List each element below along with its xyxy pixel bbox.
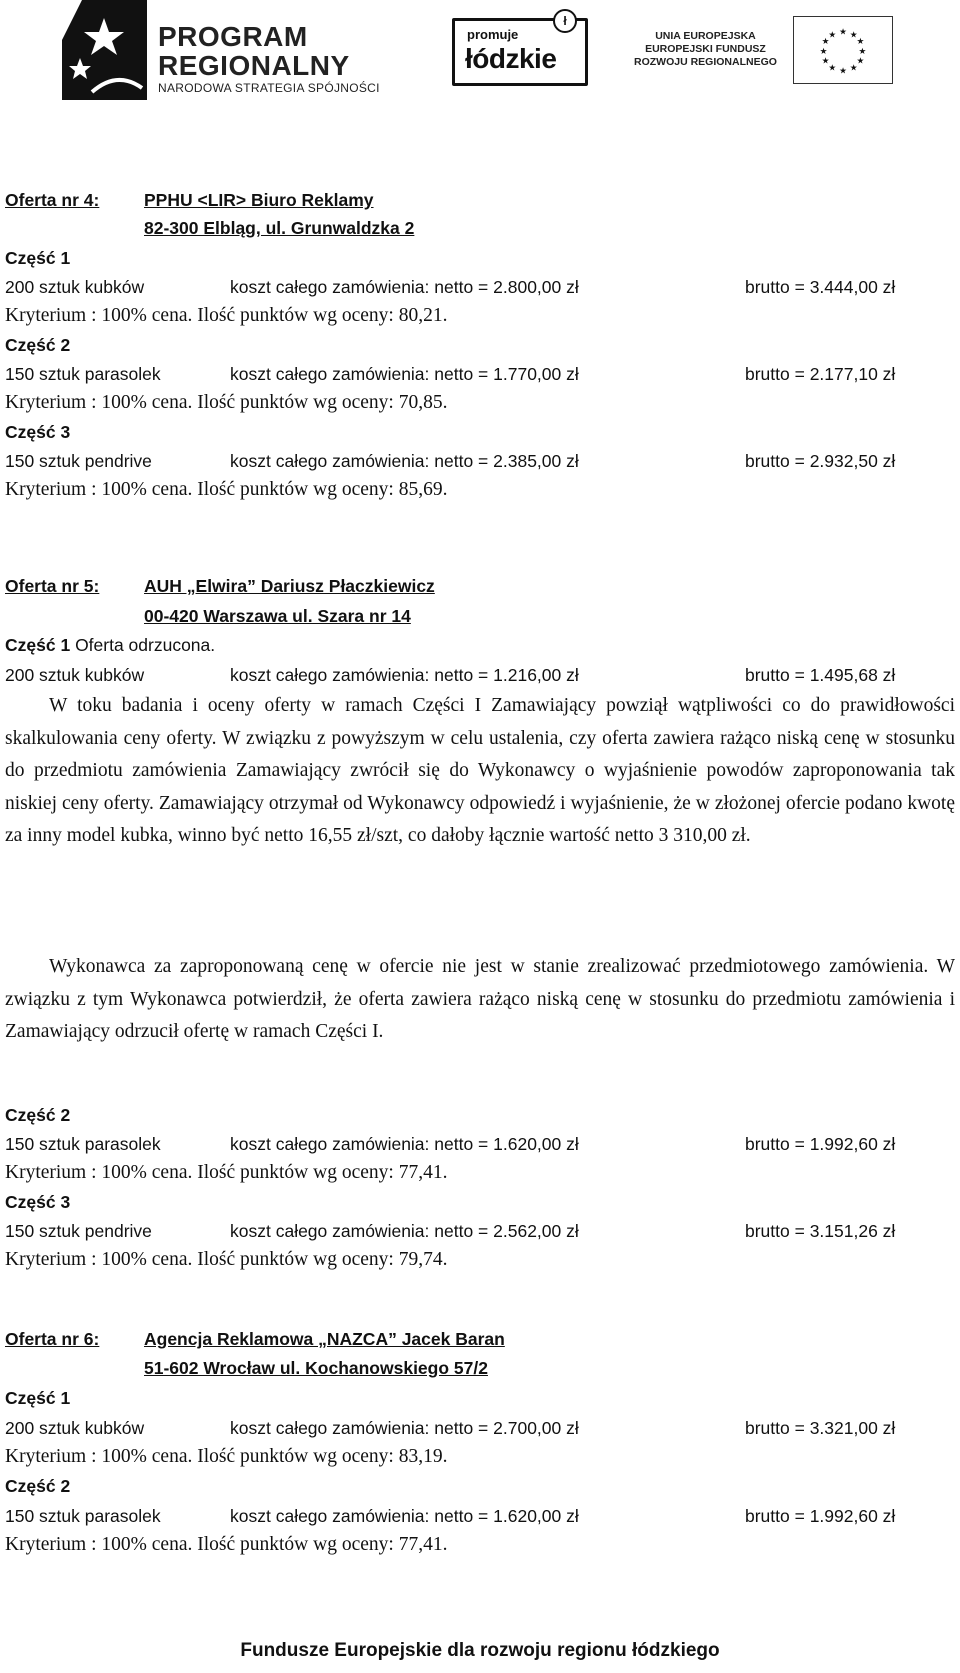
eu-flag-icon bbox=[793, 16, 893, 84]
oferta4-czesc2-title: Część 2 bbox=[5, 335, 71, 355]
oferta4-czesc1-line: 200 sztuk kubków koszt całego zamówienia: netto = 2.800,00 zł brutto = 3.444,00 zł bbox=[5, 277, 896, 297]
oferta6-czesc2-kryterium: Kryterium : 100% cena. Ilość punktów wg oceny: 77,41. bbox=[5, 1534, 448, 1555]
program-regionalny-text: PROGRAM REGIONALNY NARODOWA STRATEGIA SPÓJNOŚCI bbox=[158, 21, 380, 95]
svg-text:★: ★ bbox=[821, 56, 830, 67]
page-footer: Fundusze Europejskie dla rozwoju regionu łódzkiego bbox=[240, 1640, 720, 1661]
oferta4-czesc3-line: 150 sztuk pendrive koszt całego zamówienia: netto = 2.385,00 zł brutto = 2.932,50 zł bbox=[5, 451, 896, 471]
oferta5-czesc2-title: Część 2 bbox=[5, 1105, 71, 1125]
oferta5-paragraph2: Wykonawca za zaproponowaną cenę w ofercie nie jest w stanie zrealizować przedmiotowego zamówienia. W związku z tym Wykonawca potwierdził, że oferta zawiera rażąco niską cenę w stosunku do przedmiotu zamówienia i Zamawiający odrzucił ofertę w ramach Części I. bbox=[5, 956, 955, 1042]
oferta5-czesc2-kryterium: Kryterium : 100% cena. Ilość punktów wg oceny: 77,41. bbox=[5, 1162, 448, 1183]
promuje-lodzkie-logo: promuje łódzkie ł bbox=[452, 18, 588, 86]
oferta5-czesc1-title: Część 1 Oferta odrzucona. bbox=[5, 635, 216, 655]
lodzkie-mark-icon: ł bbox=[553, 9, 577, 33]
oferta5-heading: Oferta nr 5: AUH „Elwira” Dariusz Płaczkiewicz bbox=[5, 576, 435, 596]
ue-text: UNIA EUROPEJSKA EUROPEJSKI FUNDUSZ ROZWOJU REGIONALNEGO bbox=[634, 30, 777, 68]
oferta4-czesc2-line: 150 sztuk parasolek koszt całego zamówienia: netto = 1.770,00 zł brutto = 2.177,10 zł bbox=[5, 364, 896, 384]
svg-text:★: ★ bbox=[849, 63, 858, 74]
svg-text:★: ★ bbox=[828, 63, 837, 74]
oferta4-czesc2-kryterium: Kryterium : 100% cena. Ilość punktów wg oceny: 70,85. bbox=[5, 392, 448, 413]
oferta4-czesc3-title: Część 3 bbox=[5, 422, 71, 442]
svg-text:★: ★ bbox=[849, 30, 858, 41]
oferta6-address: 51-602 Wrocław ul. Kochanowskiego 57/2 bbox=[144, 1358, 488, 1378]
svg-text:★: ★ bbox=[839, 27, 847, 38]
oferta5-czesc3-title: Część 3 bbox=[5, 1192, 71, 1212]
page-header bbox=[0, 0, 960, 105]
oferta5-paragraph1: W toku badania i oceny oferty w ramach Części I Zamawiający powziął wątpliwości co do prawidłowości skalkulowania ceny oferty. W związku z powyższym w celu ustalenia, czy oferta zawiera rażąco niską cenę w stosunku do przedmiotu zamówienia Zamawiający zwrócił się do Wykonawcy o wyjaśnienie powodów zaproponowania tak niskiej ceny oferty. Zamawiający otrzymał od Wykonawcy odpowiedź i wyjaśnienie, że w złożonej ofercie podano kwotę za inny model kubka, winno być netto 16,55 zł/szt, co dałoby łącznie wartość netto 3 310,00 zł. bbox=[5, 695, 955, 846]
svg-text:★: ★ bbox=[856, 56, 865, 67]
oferta6-heading: Oferta nr 6: Agencja Reklamowa „NAZCA” Jacek Baran bbox=[5, 1329, 505, 1349]
oferta5-address: 00-420 Warszawa ul. Szara nr 14 bbox=[144, 606, 411, 626]
oferta4-address: 82-300 Elbląg, ul. Grunwaldzka 2 bbox=[144, 218, 415, 238]
svg-text:★: ★ bbox=[856, 37, 865, 48]
oferta5-czesc1-line: 200 sztuk kubków koszt całego zamówienia: netto = 1.216,00 zł brutto = 1.495,68 zł bbox=[5, 665, 896, 685]
oferta6-czesc2-title: Część 2 bbox=[5, 1476, 71, 1496]
oferta5-czesc3-kryterium: Kryterium : 100% cena. Ilość punktów wg oceny: 79,74. bbox=[5, 1249, 448, 1270]
oferta5-czesc3-line: 150 sztuk pendrive koszt całego zamówienia: netto = 2.562,00 zł brutto = 3.151,26 zł bbox=[5, 1221, 896, 1241]
oferta6-czesc1-line: 200 sztuk kubków koszt całego zamówienia: netto = 2.700,00 zł brutto = 3.321,00 zł bbox=[5, 1418, 896, 1438]
svg-text:★: ★ bbox=[858, 46, 867, 57]
oferta6-czesc1-kryterium: Kryterium : 100% cena. Ilość punktów wg oceny: 83,19. bbox=[5, 1446, 448, 1467]
oferta4-czesc3-kryterium: Kryterium : 100% cena. Ilość punktów wg oceny: 85,69. bbox=[5, 479, 448, 500]
oferta6-czesc1-title: Część 1 bbox=[5, 1388, 71, 1408]
oferta4-czesc1-title: Część 1 bbox=[5, 248, 71, 268]
svg-text:★: ★ bbox=[821, 37, 830, 48]
oferta4-czesc1-kryterium: Kryterium : 100% cena. Ilość punktów wg oceny: 80,21. bbox=[5, 305, 448, 326]
svg-text:★: ★ bbox=[819, 46, 828, 57]
svg-text:★: ★ bbox=[839, 66, 847, 77]
oferta4-heading: Oferta nr 4: PPHU <LIR> Biuro Reklamy bbox=[5, 190, 374, 210]
oferta5-czesc2-line: 150 sztuk parasolek koszt całego zamówienia: netto = 1.620,00 zł brutto = 1.992,60 zł bbox=[5, 1134, 896, 1154]
program-regionalny-logo bbox=[62, 0, 147, 100]
oferta6-czesc2-line: 150 sztuk parasolek koszt całego zamówienia: netto = 1.620,00 zł brutto = 1.992,60 zł bbox=[5, 1506, 896, 1526]
svg-text:★: ★ bbox=[828, 30, 837, 41]
